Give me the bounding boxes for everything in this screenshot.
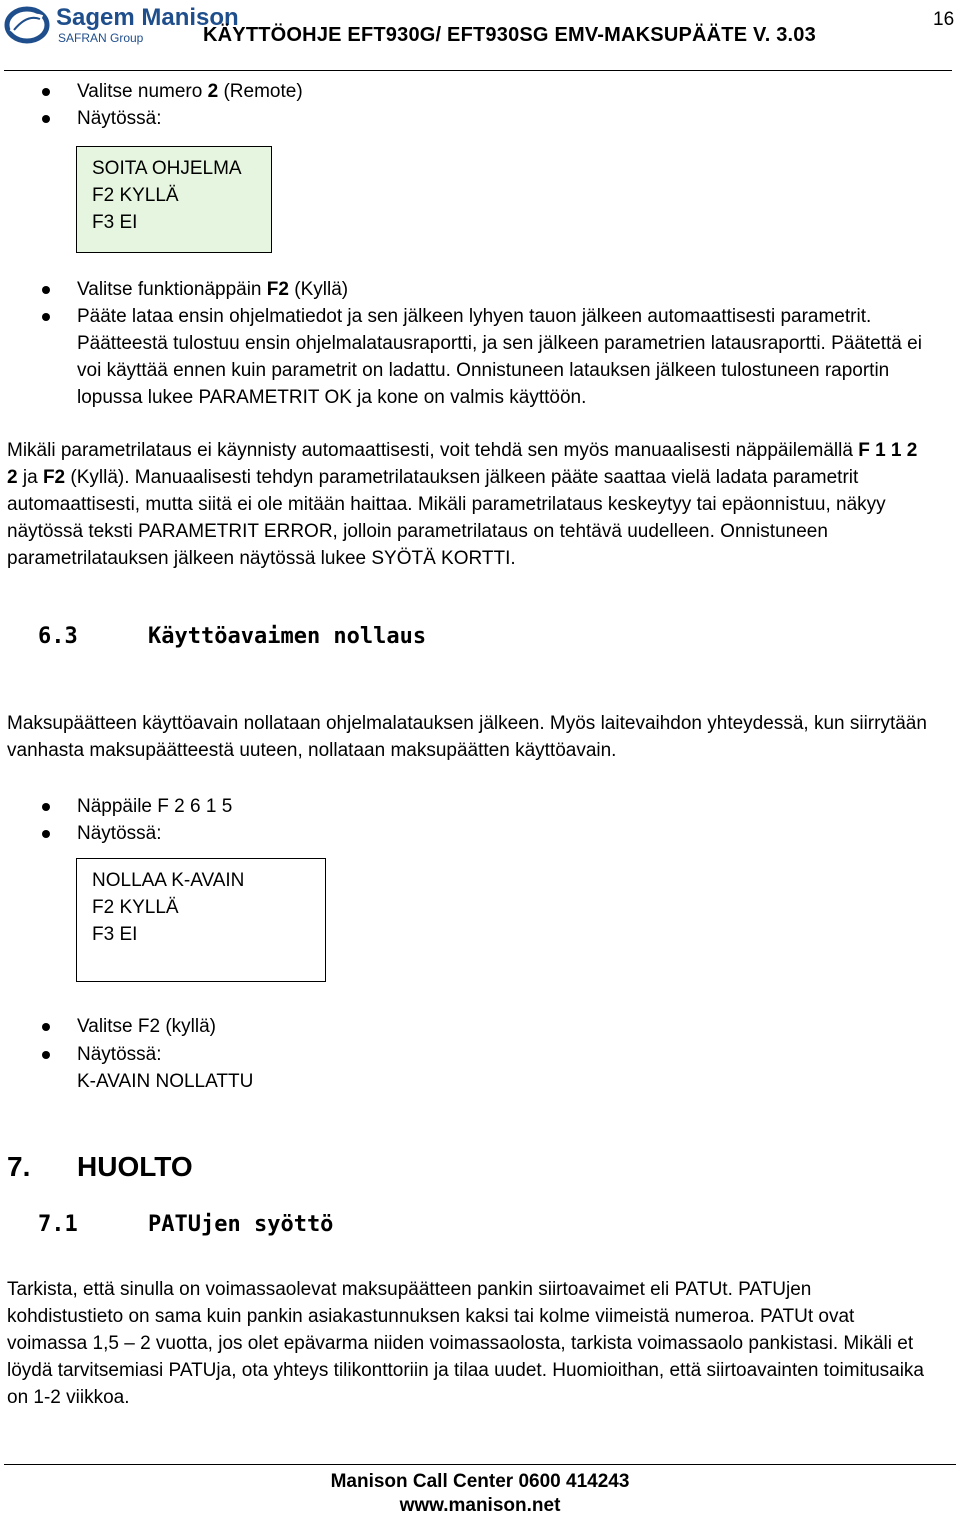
body-line: kohdistustieto on sama kuin pankin asiakastunnuksen kaksi tai kolme viimeistä numeroa. PATUt ovat — [7, 1306, 855, 1327]
screen-line: F3 EI — [92, 924, 138, 945]
logo-sub: SAFRAN Group — [58, 31, 144, 45]
body-line: parametrilatauksen jälkeen näytössä lukee SYÖTÄ KORTTI. — [7, 548, 516, 569]
footer-divider — [4, 1464, 956, 1465]
bullet-icon — [42, 115, 50, 123]
screen-line: F2 KYLLÄ — [92, 897, 179, 918]
body-line: 2 ja F2 (Kyllä). Manuaalisesti tehdyn parametrilatauksen jälkeen pääte saattaa vielä ladata parametrit — [7, 467, 859, 488]
body-line: Mikäli parametrilataus ei käynnisty automaattisesti, voit tehdä sen myös manuaalisesti näppäilemällä F 1 1 2 — [7, 440, 918, 461]
bullet-icon — [42, 803, 50, 811]
bullet-icon — [42, 1023, 50, 1031]
body-line: Päätteestä tulostuu ensin ohjelmalatausraportti, ja sen jälkeen parametrien latausraportti. Päätettä ei — [77, 333, 922, 354]
screen-line: NOLLAA K-AVAIN — [92, 870, 245, 891]
step-select-f2: Valitse F2 (kyllä) — [77, 1016, 217, 1037]
body-line: lopussa lukee PARAMETRIT OK ja kone on valmis käyttöön. — [77, 387, 587, 408]
body-line: löydä tarvitsemiasi PATUja, ota yhteys tilikonttoriin ja tilaa uudet. Huomioithan, että siirtoavainten toimitusaika — [7, 1360, 925, 1381]
section-title: Käyttöavaimen nollaus — [148, 624, 427, 649]
step-display-label: Näytössä: — [77, 108, 162, 129]
bullet-icon — [42, 1051, 50, 1059]
logo-brand: Sagem Manison — [56, 4, 239, 31]
body-line: Tarkista, että sinulla on voimassaolevat maksupäätteen pankin siirtoavaimet eli PATUt. PATUjen — [7, 1279, 812, 1300]
bullet-icon — [42, 88, 50, 96]
bullet-icon — [42, 830, 50, 838]
step-select-remote: Valitse numero 2 (Remote) — [77, 81, 303, 102]
chapter-title: HUOLTO — [77, 1151, 193, 1182]
body-line: voimassa 1,5 – 2 vuotta, jos olet epävarma niiden voimassaolosta, tarkista voimassaolo pankistasi. Mikäli et — [7, 1333, 914, 1354]
terminal-screen-box — [76, 146, 272, 253]
page-number: 16 — [933, 9, 955, 30]
footer-call-center: Manison Call Center 0600 414243 — [330, 1471, 630, 1492]
step-keypress: Näppäile F 2 6 1 5 — [77, 796, 233, 817]
section-title: PATUjen syöttö — [148, 1212, 334, 1237]
section-number: 7.1 — [38, 1212, 78, 1237]
body-line: Pääte lataa ensin ohjelmatiedot ja sen jälkeen lyhyen tauon jälkeen automaattisesti parametrit. — [77, 306, 872, 327]
body-line: näytössä teksti PARAMETRIT ERROR, jolloin parametrilataus on tehtävä uudelleen. Onnistuneen — [7, 521, 828, 542]
display-result: K-AVAIN NOLLATTU — [77, 1071, 254, 1092]
body-line: automaattisesti, mutta siitä ei ole mitään haittaa. Mikäli parametrilataus keskeytyy tai epäonnistuu, näkyy — [7, 494, 886, 515]
step-select-f2: Valitse funktionäppäin F2 (Kyllä) — [77, 279, 349, 300]
section-number: 6.3 — [38, 624, 78, 649]
body-line: voi käyttää ennen kuin parametrit on ladattu. Onnistuneen latauksen jälkeen tulostuneen raportin — [77, 360, 890, 381]
chapter-number: 7. — [7, 1151, 31, 1182]
body-line: on 1-2 viikkoa. — [7, 1387, 130, 1408]
header-divider — [4, 70, 952, 71]
body-line: vanhasta maksupäätteestä uuteen, nollataan maksupäätten käyttöavain. — [7, 740, 617, 761]
bullet-icon — [42, 313, 50, 321]
screen-line: F3 EI — [92, 212, 138, 233]
footer-website-link[interactable]: www.manison.net — [399, 1495, 561, 1516]
screen-line: F2 KYLLÄ — [92, 185, 179, 206]
screen-line: SOITA OHJELMA — [92, 158, 242, 179]
step-display-label: Näytössä: — [77, 823, 162, 844]
sagem-manison-logo — [4, 4, 239, 46]
terminal-screen-box — [76, 858, 326, 982]
step-display-label: Näytössä: — [77, 1044, 162, 1065]
logo-mark-icon — [4, 6, 50, 44]
document-title: KÄYTTÖOHJE EFT930G/ EFT930SG EMV-MAKSUPÄÄTE V. 3.03 — [203, 24, 816, 46]
bullet-icon — [42, 286, 50, 294]
body-line: Maksupäätteen käyttöavain nollataan ohjelmalatauksen jälkeen. Myös laitevaihdon yhteydessä, kun siirrytään — [7, 713, 927, 734]
